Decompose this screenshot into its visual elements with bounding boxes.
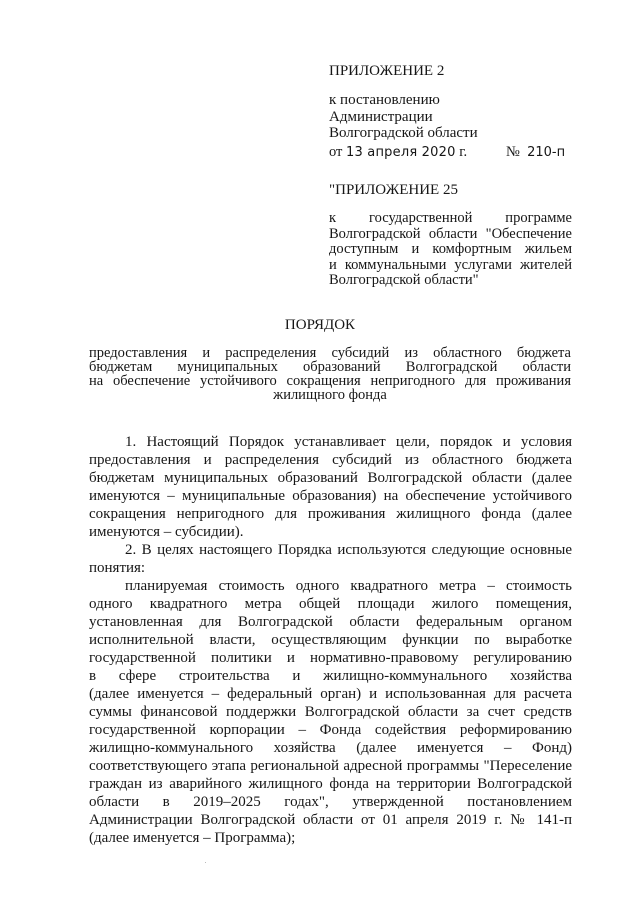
body-line: планируемая стоимость одного квадратного метра – стоимость xyxy=(125,578,572,594)
number-sign: № xyxy=(506,144,520,160)
scan-speck xyxy=(205,862,206,863)
appendix25-line: Волгоградской области" xyxy=(329,272,479,288)
appendix-title: ПРИЛОЖЕНИЕ 2 xyxy=(329,63,445,79)
appendix25-line: и коммунальными услугами жителей xyxy=(329,256,572,273)
appendix25-reference xyxy=(329,211,572,289)
body-line: жилищно-коммунального хозяйства (далее именуется – Фонд) xyxy=(89,740,572,756)
body-line: 1. Настоящий Порядок устанавливает цели, порядок и условия xyxy=(125,434,572,450)
body-line: 2. В целях настоящего Порядка используются следующие основные xyxy=(125,542,572,558)
body-line: суммы финансовой поддержки Волгоградской области за счет средств xyxy=(89,704,572,720)
subtitle-line: на обеспечение устойчивого сокращения непригодного для проживания xyxy=(89,373,571,389)
body-line: в сфере строительства и жилищно-коммунального хозяйства xyxy=(89,668,572,684)
number-value: 210-п xyxy=(527,145,566,160)
body-line: государственной политики и нормативно-правовому регулированию xyxy=(89,650,572,666)
resolution-date xyxy=(329,143,467,162)
body-line: бюджетам муниципальных образований Волгоградской области (далее xyxy=(89,470,572,486)
body-line: предоставления и распределения субсидий из областного бюджета xyxy=(89,452,572,468)
body-line: исполнительной власти, осуществляющим функции по выработке xyxy=(89,632,572,648)
date-prefix: от xyxy=(329,144,343,160)
appendix25-line: Волгоградской области "Обеспечение xyxy=(329,225,572,242)
document-body xyxy=(89,433,572,847)
body-line: одного квадратного метра общей площади жилого помещения, xyxy=(89,596,572,612)
subtitle-line: жилищного фонда xyxy=(273,387,387,403)
body-line: установленная для Волгоградской области федеральным органом xyxy=(89,614,572,630)
date-value: 13 апреля 2020 xyxy=(346,145,456,160)
body-line: Администрации Волгоградской области от 01 апреля 2019 г. № 141-п xyxy=(89,812,572,828)
date-suffix: г. xyxy=(459,144,468,160)
appendix25-line: доступным и комфортным жильем xyxy=(329,241,572,257)
body-line: государственной корпорации – Фонда содействия реформированию xyxy=(89,722,572,738)
body-line: сокращения непригодного для проживания жилищного фонда (далее xyxy=(89,506,572,522)
resolution-number xyxy=(506,143,565,162)
subtitle-line: бюджетам муниципальных образований Волгоградской области xyxy=(89,359,571,375)
document-subtitle xyxy=(89,346,571,402)
appendix-reference: к постановлению Администрации Волгоградской области xyxy=(329,92,478,141)
subtitle-line: предоставления и распределения субсидий из областного бюджета xyxy=(89,345,571,361)
appendix25-title: "ПРИЛОЖЕНИЕ 25 xyxy=(329,182,458,198)
body-line: именуются – муниципальные образования) на обеспечение устойчивого xyxy=(89,488,572,504)
body-line: понятия: xyxy=(89,560,146,576)
body-line: граждан из аварийного жилищного фонда на территории Волгоградской xyxy=(89,776,572,792)
body-line: соответствующего этапа региональной адресной программы "Переселение xyxy=(89,758,572,774)
body-line: именуются – субсидии). xyxy=(89,524,244,540)
appendix25-line: к государственной программе xyxy=(329,210,572,226)
body-line: (далее именуется – Программа); xyxy=(89,830,296,846)
document-title: ПОРЯДОК xyxy=(284,317,356,333)
body-line: (далее именуется – федеральный орган) и использованная для расчета xyxy=(89,686,572,702)
body-line: области в 2019–2025 годах", утвержденной постановлением xyxy=(89,794,572,810)
